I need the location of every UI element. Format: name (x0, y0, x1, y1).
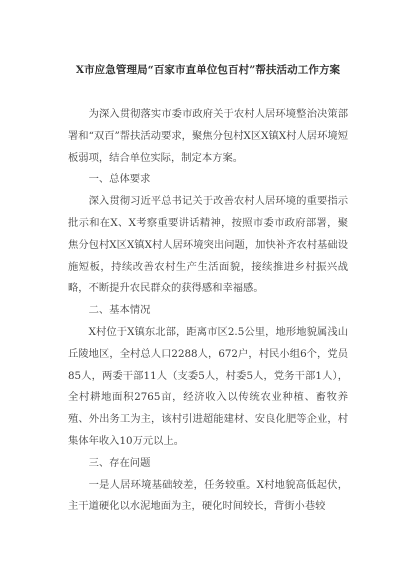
section-text-basic-situation: X村位于X镇东北部，距离市区2.5公里，地形地貌属浅山丘陵地区，全村总人口2288人，672户，村民小组6个，党员85人，两委干部11人（支委5人，村委5人，党务干部1人），全村耕地面积2765亩，经济收入以传统农业种植、畜牧养殖、外出务工为主，该村引进超能建材、安良化肥等企业，村集体年收入10万元以上。 (68, 325, 348, 447)
intro-paragraph: 为深入贯彻落实市委市政府关于农村人居环境整治决策部署和“双百”帮扶活动要求，聚焦分包村X区X镇X村人居环境短板弱项，结合单位实际，制定本方案。 (68, 108, 348, 164)
section-heading-general-requirements: 一、总体要求 (88, 173, 151, 186)
section-text-general-requirements: 深入贯彻习近平总书记关于改善农村人居环境的重要指示批示和在X、X考察重要讲话精神，按照市委市政府部署，聚焦分包村X区X镇X村人居环境突出问题，加快补齐农村基础设施短板，持续改善农村生产生活面貌，接续推进乡村振兴战略，不断提升农民群众的获得感和幸福感。 (68, 195, 348, 295)
section-text-existing-problems: 一是人居环境基础较差，任务较重。X村地貌高低起伏，主干道硬化以水泥地面为主，硬化时间较长，背街小巷较 (68, 478, 348, 513)
document-body (68, 63, 348, 518)
document-title: X市应急管理局“百家市直单位包百村”帮扶活动工作方案 (75, 64, 341, 76)
section-heading-basic-situation: 二、基本情况 (88, 304, 151, 317)
section-heading-existing-problems: 三、存在问题 (88, 456, 151, 469)
